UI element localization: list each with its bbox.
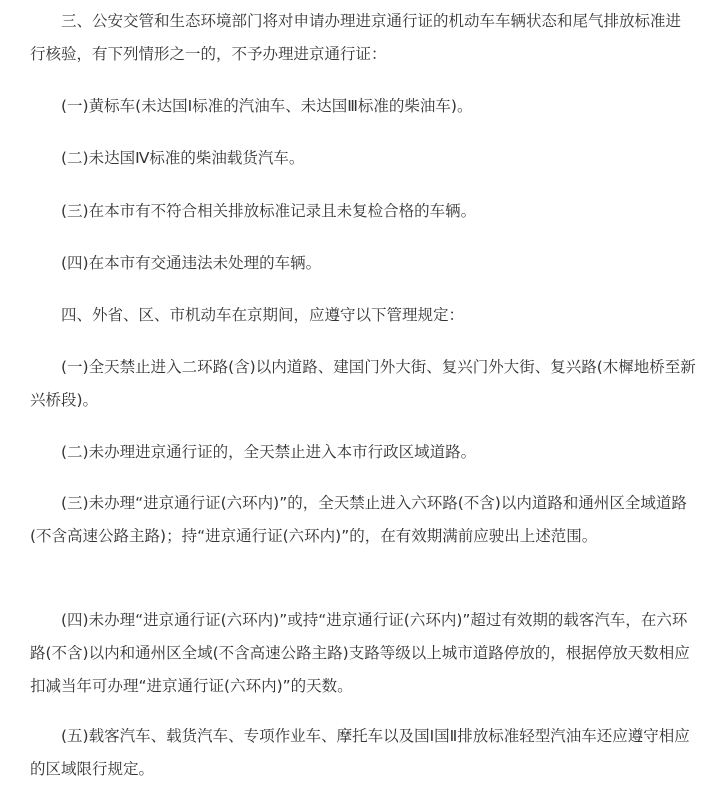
- list-item: (二)未办理进京通行证的，全天禁止进入本市行政区域道路。: [61, 443, 477, 461]
- list-item: (二)未达国Ⅳ标准的柴油载货汽车。: [61, 149, 305, 167]
- list-item: (一)黄标车(未达国Ⅰ标准的汽油车、未达国Ⅲ标准的柴油车)。: [61, 97, 473, 115]
- list-item: (五)载客汽车、载货汽车、专项作业车、摩托车以及国Ⅰ国Ⅱ排放标准轻型汽油车还应遵守相应的区域限行规定。: [30, 727, 690, 778]
- section-three-heading: 三、公安交管和生态环境部门将对申请办理进京通行证的机动车车辆状态和尾气排放标准进行核验，有下列情形之一的，不予办理进京通行证：: [30, 12, 682, 63]
- list-item: (四)未办理“进京通行证(六环内)”或持“进京通行证(六环内)”超过有效期的载客汽车，在六环路(不含)以内和通州区全域(不含高速公路主路)支路等级以上城市道路停放的，根据停放天数相应扣减当年可办理“进京通行证(六环内)”的天数。: [30, 611, 690, 695]
- list-item: (三)在本市有不符合相关排放标准记录且未复检合格的车辆。: [61, 202, 477, 220]
- list-item: (三)未办理“进京通行证(六环内)”的，全天禁止进入六环路(不含)以内道路和通州区全域道路(不含高速公路主路)；持“进京通行证(六环内)”的，在有效期满前应驶出上述范围。: [30, 494, 687, 545]
- list-item: (四)在本市有交通违法未处理的车辆。: [61, 254, 322, 272]
- section-four-heading: 四、外省、区、市机动车在京期间，应遵守以下管理规定：: [61, 306, 465, 324]
- list-item: (一)全天禁止进入二环路(含)以内道路、建国门外大街、复兴门外大街、复兴路(木樨地桥至新兴桥段)。: [30, 358, 696, 409]
